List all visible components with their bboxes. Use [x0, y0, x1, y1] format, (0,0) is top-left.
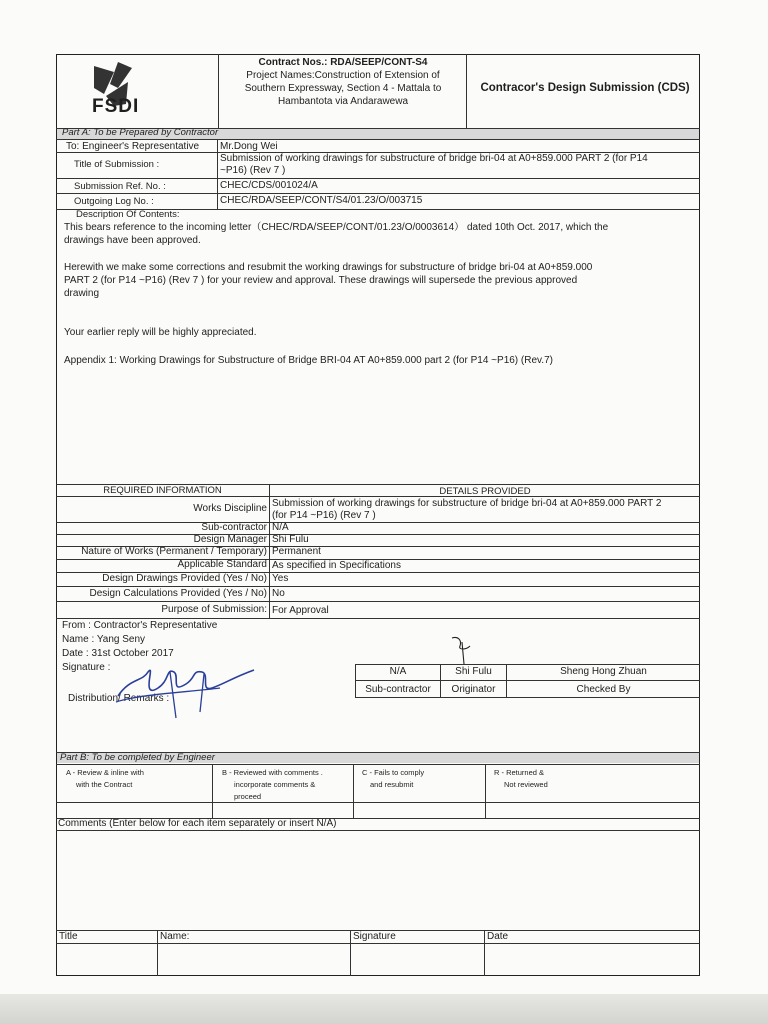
design-manager-value: Shi Fulu — [272, 534, 309, 545]
title-label: Title of Submission : — [74, 159, 160, 170]
option-r-line-1: R - Returned & — [494, 768, 545, 777]
originator-initials-mark — [448, 632, 482, 666]
footer-signature-label: Signature — [353, 931, 396, 942]
design-calculations-value: No — [272, 588, 285, 599]
paragraph-3: Your earlier reply will be highly appreciated. — [64, 327, 257, 338]
required-info-header: REQUIRED INFORMATION — [103, 485, 222, 496]
from-line: From : Contractor's Representative — [62, 620, 218, 631]
originator-cell: Shi Fulu — [455, 666, 492, 677]
option-b-line-3: proceed — [234, 792, 262, 801]
scan-bottom-edge — [0, 994, 768, 1024]
subcontractor-cell: N/A — [389, 666, 407, 677]
option-a-line-1: A - Review & inline with — [66, 768, 144, 777]
design-drawings-label: Design Drawings Provided (Yes / No) — [102, 573, 267, 584]
footer-title-label: Title — [59, 931, 78, 942]
footer-name-label: Name: — [160, 931, 190, 942]
handwritten-signature — [100, 648, 270, 728]
applicable-standard-label: Applicable Standard — [177, 559, 267, 570]
option-b-line-1: B - Reviewed with comments . — [222, 768, 323, 777]
checked-by-cell: Sheng Hong Zhuan — [560, 666, 647, 677]
part-b-heading: Part B: To be completed by Engineer — [60, 752, 215, 763]
engineer-label: To: Engineer's Representative — [66, 141, 200, 152]
project-line-2: Southern Expressway, Section 4 - Mattala to — [244, 83, 442, 94]
originator-caption: Originator — [451, 684, 496, 695]
option-r-line-2: Not reviewed — [504, 780, 548, 789]
paragraph-1-line-1: This bears reference to the incoming letter（CHEC/RDA/SEEP/CONT/01.23/O/0003614） dated 10th Oct. 2017, which the — [64, 222, 609, 233]
paragraph-1-line-2: drawings have been approved. — [64, 235, 201, 246]
paragraph-2-line-1: Herewith we make some corrections and resubmit the working drawings for substructure of bridge bri-04 at A0+859.000 — [64, 262, 593, 273]
part-a-heading: Part A: To be Prepared by Contractor — [62, 127, 219, 138]
fsdi-logo — [70, 58, 160, 126]
date-line: Date : 31st October 2017 — [62, 648, 174, 659]
logo-text: FSDI — [92, 96, 140, 117]
works-discipline-value-2: (for P14 ~P16) (Rev 7 ) — [272, 510, 376, 521]
purpose-label: Purpose of Submission: — [161, 604, 267, 615]
works-discipline-label: Works Discipline — [193, 503, 267, 514]
option-b-line-2: incorporate comments & — [234, 780, 316, 789]
log-label: Outgoing Log No. : — [74, 196, 154, 207]
option-c-line-1: C - Fails to comply — [362, 768, 425, 777]
nature-of-works-value: Permanent — [272, 546, 321, 557]
applicable-standard-value: As specified in Specifications — [272, 560, 401, 571]
description-label: Description Of Contents: — [76, 209, 180, 220]
subcontractor-value: N/A — [272, 522, 289, 533]
option-c-line-2: and resubmit — [370, 780, 414, 789]
nature-of-works-label: Nature of Works (Permanent / Temporary) — [81, 546, 267, 557]
design-calculations-label: Design Calculations Provided (Yes / No) — [89, 588, 267, 599]
purpose-value: For Approval — [272, 605, 329, 616]
title-value-line2: ~P16) (Rev 7 ) — [220, 165, 286, 176]
details-provided-header: DETAILS PROVIDED — [439, 486, 531, 497]
distribution-remarks: Distribution/ Remarks : — [68, 693, 170, 704]
engineer-value: Mr.Dong Wei — [220, 141, 278, 152]
subcontractor-caption: Sub-contractor — [365, 684, 431, 695]
form-title: Contracor's Design Submission (CDS) — [480, 82, 690, 94]
contract-number: Contract Nos.: RDA/SEEP/CONT-S4 — [258, 57, 428, 68]
project-line-3: Hambantota via Andarawewa — [277, 96, 409, 107]
name-line: Name : Yang Seny — [62, 634, 146, 645]
ref-value: CHEC/CDS/001024/A — [220, 180, 318, 191]
paragraph-2-line-3: drawing — [64, 288, 100, 299]
footer-date-label: Date — [487, 931, 509, 942]
option-a-line-2: with the Contract — [76, 780, 133, 789]
comments-label: Comments (Enter below for each item separately or insert N/A) — [58, 818, 337, 829]
appendix-line: Appendix 1: Working Drawings for Substructure of Bridge BRI-04 AT A0+859.000 part 2 (for P14 ~P16) (Rev.7) — [64, 355, 553, 366]
paragraph-2-line-2: PART 2 (for P14 ~P16) (Rev 7 ) for your review and approval. These drawings will supersede the previous approved — [64, 275, 578, 286]
subcontractor-label: Sub-contractor — [201, 522, 267, 533]
works-discipline-value: Submission of working drawings for substructure of bridge bri-04 at A0+859.000 PART 2 — [272, 498, 662, 509]
ref-label: Submission Ref. No. : — [74, 181, 166, 192]
log-value: CHEC/RDA/SEEP/CONT/S4/01.23/O/003715 — [220, 195, 423, 206]
checked-by-caption: Checked By — [576, 684, 631, 695]
design-manager-label: Design Manager — [193, 534, 267, 545]
title-value-line1: Submission of working drawings for substructure of bridge bri-04 at A0+859.000 PART 2 (for P14 — [220, 153, 648, 164]
project-line-1: Project Names:Construction of Extension of — [246, 70, 440, 81]
signature-line: Signature : — [62, 662, 111, 673]
design-drawings-value: Yes — [272, 573, 289, 584]
